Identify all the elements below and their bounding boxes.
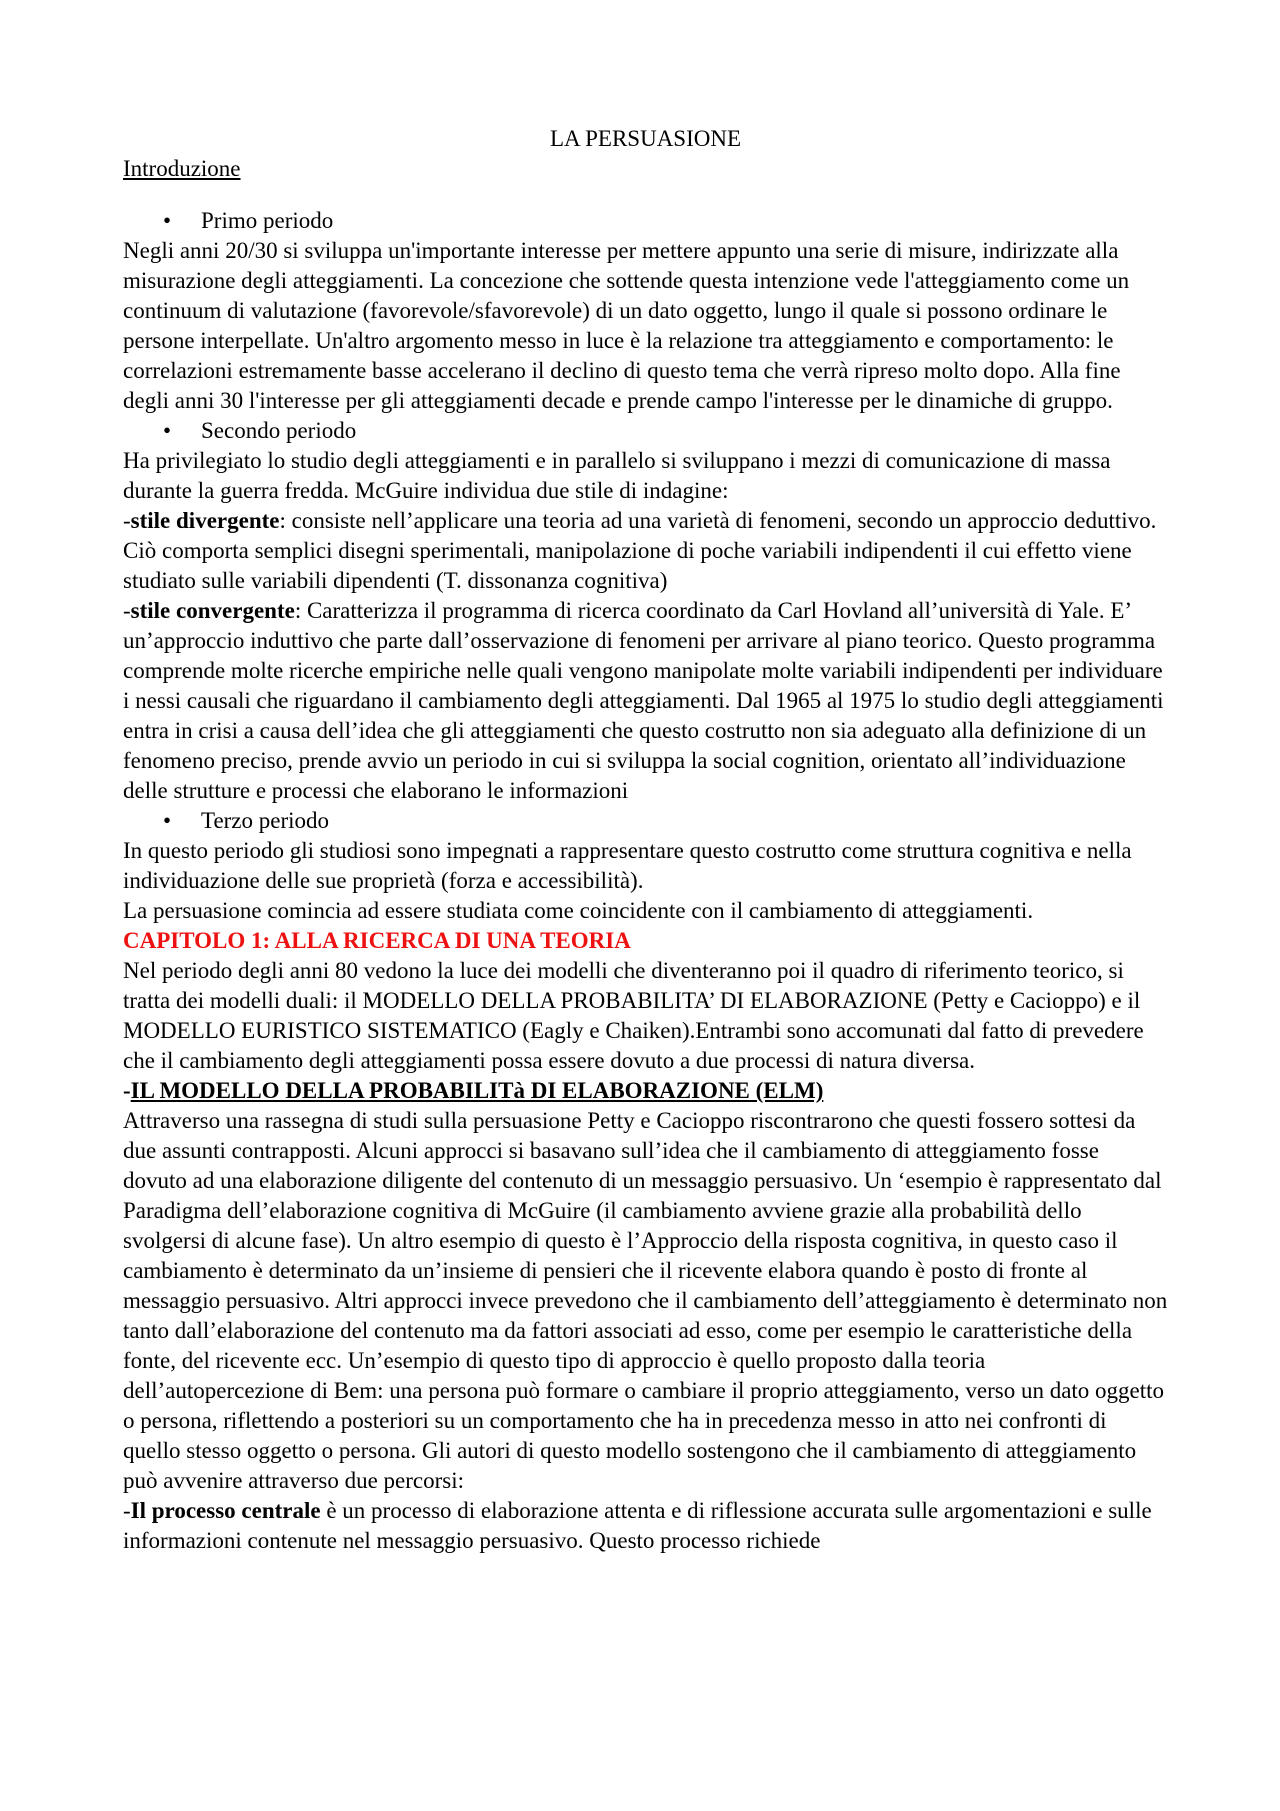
text-stile-convergente: : Caratterizza il programma di ricerca coordinato da Carl Hovland all’università di Yale. E’ un’approccio induttivo che parte dall’osservazione di fenomeni per arrivare al piano teorico. Questo programma comprende molte ricerche empiriche nelle quali vengono manipolate molte variabili indipendenti per individuare i nessi causali che riguardano il cambiamento degli atteggiamenti. Dal 1965 al 1975 lo studio degli atteggiamenti entra in crisi a causa dell’idea che gli atteggiamenti che questo costrutto non sia adeguato alla definizione di un fenomeno preciso, prende avvio un periodo in cui si sviluppa la social cognition, orientato all’individuazione delle strutture e processi che elaborano le informazioni: [123, 598, 1164, 803]
bullet-icon: •: [163, 808, 172, 833]
paragraph-stile-convergente: -stile convergente: Caratterizza il programma di ricerca coordinato da Carl Hovland all’università di Yale. E’ un’approccio induttivo che parte dall’osservazione di fenomeni per arrivare al piano teorico. Questo programma comprende molte ricerche empiriche nelle quali vengono manipolate molte variabili indipendenti per individuare i nessi causali che riguardano il cambiamento degli atteggiamenti. Dal 1965 al 1975 lo studio degli atteggiamenti entra in crisi a causa dell’idea che gli atteggiamenti che questo costrutto non sia adeguato alla definizione di un fenomeno preciso, prende avvio un periodo in cui si sviluppa la social cognition, orientato all’individuazione delle strutture e processi che elaborano le informazioni: [123, 598, 1164, 803]
paragraph-terzo-periodo: In questo periodo gli studiosi sono impegnati a rappresentare questo costrutto come struttura cognitiva e nella individuazione delle sue proprietà (forza e accessibilità).: [123, 838, 1132, 893]
term-stile-divergente: stile divergente: [130, 508, 280, 533]
section-heading-elm: -IL MODELLO DELLA PROBABILITà DI ELABORAZIONE (ELM): [123, 1078, 824, 1103]
term-processo-centrale: Il processo centrale: [130, 1498, 321, 1523]
bullet-label: Terzo periodo: [201, 808, 330, 833]
term-stile-convergente: stile convergente: [130, 598, 295, 623]
bullet-secondo-periodo: [123, 416, 1168, 446]
bullet-label: Secondo periodo: [201, 418, 357, 443]
paragraph-primo-periodo: Negli anni 20/30 si sviluppa un'importante interesse per mettere appunto una serie di misure, indirizzate alla misurazione degli atteggiamenti. La concezione che sottende questa intenzione vede l'atteggiamento come un continuum di valutazione (favorevole/sfavorevole) di un dato oggetto, lungo il quale si possono ordinare le persone interpellate. Un'altro argomento messo in luce è la relazione tra atteggiamento e comportamento: le correlazioni estremamente basse accelerano il declino di questo tema che verrà ripreso molto dopo. Alla fine degli anni 30 l'interesse per gli atteggiamenti decade e prende campo l'interesse per le dinamiche di gruppo.: [123, 238, 1130, 413]
paragraph-stile-divergente: -stile divergente: consiste nell’applicare una teoria ad una varietà di fenomeni, secondo un approccio deduttivo. Ciò comporta semplici disegni sperimentali, manipolazione di poche variabili indipendenti il cui effetto viene studiato sulle variabili dipendenti (T. dissonanza cognitiva): [123, 508, 1157, 593]
bullet-label: Primo periodo: [201, 208, 334, 233]
paragraph-elm: Attraverso una rassegna di studi sulla persuasione Petty e Cacioppo riscontrarono che questi fossero sottesi da due assunti contrapposti. Alcuni approcci si basavano sull’idea che il cambiamento di atteggiamento fosse dovuto ad una elaborazione diligente del contenuto di un messaggio persuasivo. Un ‘esempio è rappresentato dal Paradigma dell’elaborazione cognitiva di McGuire (il cambiamento avviene grazie alla probabilità dello svolgersi di alcune fase). Un altro esempio di questo è l’Approccio della risposta cognitiva, in questo caso il cambiamento è determinato da un’insieme di pensieri che il ricevente elabora quando è posto di fronte al messaggio persuasivo. Altri approcci invece prevedono che il cambiamento dell’atteggiamento è determinato non tanto dall’elaborazione del contenuto ma da fattori associati ad esso, come per esempio le caratteristiche della fonte, del ricevente ecc. Un’esempio di questo tipo di approccio è quello proposto dalla teoria dell’autopercezione di Bem: una persona può formare o cambiare il proprio atteggiamento, verso un dato oggetto o persona, riflettendo a posteriori su un comportamento che ha in precedenza messo in atto nei confronti di quello stesso oggetto o persona. Gli autori di questo modello sostengono che il cambiamento di atteggiamento può avvenire attraverso due percorsi:: [123, 1108, 1168, 1493]
paragraph-persuasione: La persuasione comincia ad essere studiata come coincidente con il cambiamento di atteggiamenti.: [123, 898, 1034, 923]
paragraph-capitolo-1: Nel periodo degli anni 80 vedono la luce dei modelli che diventeranno poi il quadro di riferimento teorico, si tratta dei modelli duali: il MODELLO DELLA PROBABILITA’ DI ELABORAZIONE (Petty e Cacioppo) e il MODELLO EURISTICO SISTEMATICO (Eagly e Chaiken).Entrambi sono accomunati dal fatto di prevedere che il cambiamento degli atteggiamenti possa essere dovuto a due processi di natura diversa.: [123, 958, 1144, 1073]
paragraph-processo-centrale: -Il processo centrale è un processo di elaborazione attenta e di riflessione accurata sulle argomentazioni e sulle informazioni contenute nel messaggio persuasivo. Questo processo richiede: [123, 1498, 1152, 1553]
document-title: LA PERSUASIONE: [549, 126, 742, 151]
bullet-icon: •: [163, 418, 172, 443]
document-page: [123, 124, 1168, 1556]
paragraph-secondo-periodo: Ha privilegiato lo studio degli atteggiamenti e in parallelo si sviluppano i mezzi di comunicazione di massa durante la guerra fredda. McGuire individua due stile di indagine:: [123, 448, 1111, 503]
section-heading-elm-text: IL MODELLO DELLA PROBABILITà DI ELABORAZIONE (ELM): [130, 1078, 824, 1103]
chapter-heading: CAPITOLO 1: ALLA RICERCA DI UNA TEORIA: [123, 928, 631, 953]
intro-heading: Introduzione: [123, 156, 241, 181]
bullet-terzo-periodo: [123, 806, 1168, 836]
bullet-primo-periodo: [123, 206, 1168, 236]
text-stile-divergente: : consiste nell’applicare una teoria ad una varietà di fenomeni, secondo un approccio deduttivo. Ciò comporta semplici disegni sperimentali, manipolazione di poche variabili indipendenti il cui effetto viene studiato sulle variabili dipendenti (T. dissonanza cognitiva): [123, 508, 1157, 593]
bullet-icon: •: [163, 208, 172, 233]
text-processo-centrale: è un processo di elaborazione attenta e di riflessione accurata sulle argomentazioni e sulle informazioni contenute nel messaggio persuasivo. Questo processo richiede: [123, 1498, 1152, 1553]
